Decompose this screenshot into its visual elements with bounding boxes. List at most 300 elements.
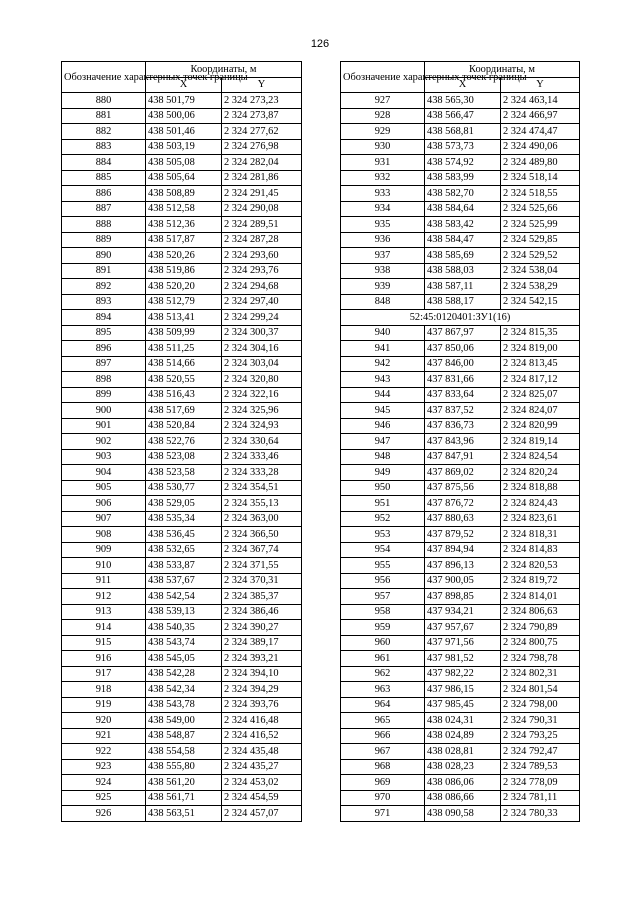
y-coordinate-cell: 2 324 367,74 [222, 542, 302, 558]
y-coordinate-cell: 2 324 489,80 [501, 155, 580, 171]
x-coordinate-cell: 438 024,31 [425, 713, 501, 729]
table-row [341, 356, 580, 372]
y-coordinate-cell: 2 324 393,21 [222, 651, 302, 667]
y-coordinate-cell: 2 324 813,45 [501, 356, 580, 372]
x-coordinate-cell: 438 024,89 [425, 728, 501, 744]
point-number-cell: 918 [62, 682, 146, 698]
x-coordinate-cell: 438 563,51 [146, 806, 222, 822]
table-row [62, 480, 302, 496]
point-number-cell: 951 [341, 496, 425, 512]
x-coordinate-cell: 437 879,52 [425, 527, 501, 543]
point-number-cell: 905 [62, 480, 146, 496]
point-number-cell: 889 [62, 232, 146, 248]
x-coordinate-cell: 438 517,87 [146, 232, 222, 248]
x-coordinate-cell: 438 513,41 [146, 310, 222, 326]
point-number-cell: 886 [62, 186, 146, 202]
point-number-cell: 947 [341, 434, 425, 450]
point-number-cell: 910 [62, 558, 146, 574]
x-coordinate-cell: 437 869,02 [425, 465, 501, 481]
x-coordinate-cell: 438 505,64 [146, 170, 222, 186]
x-coordinate-cell: 438 588,03 [425, 263, 501, 279]
point-number-cell: 904 [62, 465, 146, 481]
x-coordinate-cell: 438 543,78 [146, 697, 222, 713]
table-row [341, 279, 580, 295]
x-coordinate-cell: 438 028,23 [425, 759, 501, 775]
table-row [62, 372, 302, 388]
header-y: Y [222, 77, 302, 93]
x-coordinate-cell: 438 523,08 [146, 449, 222, 465]
x-coordinate-cell: 438 520,55 [146, 372, 222, 388]
point-number-cell: 961 [341, 651, 425, 667]
y-coordinate-cell: 2 324 525,99 [501, 217, 580, 233]
x-coordinate-cell: 437 843,96 [425, 434, 501, 450]
x-coordinate-cell: 438 583,42 [425, 217, 501, 233]
y-coordinate-cell: 2 324 287,28 [222, 232, 302, 248]
y-coordinate-cell: 2 324 780,33 [501, 806, 580, 822]
y-coordinate-cell: 2 324 366,50 [222, 527, 302, 543]
point-number-cell: 917 [62, 666, 146, 682]
table-row [341, 806, 580, 822]
x-coordinate-cell: 438 566,47 [425, 108, 501, 124]
x-coordinate-cell: 437 846,00 [425, 356, 501, 372]
table-row [62, 434, 302, 450]
table-row [341, 775, 580, 791]
y-coordinate-cell: 2 324 789,53 [501, 759, 580, 775]
y-coordinate-cell: 2 324 273,23 [222, 93, 302, 109]
y-coordinate-cell: 2 324 304,16 [222, 341, 302, 357]
section-row [341, 310, 580, 326]
table-row [62, 744, 302, 760]
table-body-left [62, 93, 302, 822]
x-coordinate-cell: 438 561,20 [146, 775, 222, 791]
table-row [341, 666, 580, 682]
page-number: 126 [310, 38, 330, 50]
table-row [62, 573, 302, 589]
x-coordinate-cell: 438 512,58 [146, 201, 222, 217]
x-coordinate-cell: 437 982,22 [425, 666, 501, 682]
y-coordinate-cell: 2 324 798,78 [501, 651, 580, 667]
y-coordinate-cell: 2 324 518,55 [501, 186, 580, 202]
x-coordinate-cell: 438 500,06 [146, 108, 222, 124]
table-row [341, 620, 580, 636]
y-coordinate-cell: 2 324 820,53 [501, 558, 580, 574]
point-number-cell: 968 [341, 759, 425, 775]
x-coordinate-cell: 437 867,97 [425, 325, 501, 341]
point-number-cell: 953 [341, 527, 425, 543]
table-row [62, 806, 302, 822]
x-coordinate-cell: 438 542,34 [146, 682, 222, 698]
y-coordinate-cell: 2 324 525,66 [501, 201, 580, 217]
table-row [341, 713, 580, 729]
x-coordinate-cell: 438 582,70 [425, 186, 501, 202]
y-coordinate-cell: 2 324 820,24 [501, 465, 580, 481]
table-row [341, 496, 580, 512]
point-number-cell: 848 [341, 294, 425, 310]
table-row [341, 604, 580, 620]
table-row [341, 93, 580, 109]
table-row [62, 666, 302, 682]
point-number-cell: 913 [62, 604, 146, 620]
x-coordinate-cell: 437 836,73 [425, 418, 501, 434]
y-coordinate-cell: 2 324 790,31 [501, 713, 580, 729]
header-designation: Обозначение характерных точек границы [341, 62, 425, 93]
point-number-cell: 923 [62, 759, 146, 775]
x-coordinate-cell: 438 584,64 [425, 201, 501, 217]
y-coordinate-cell: 2 324 474,47 [501, 124, 580, 140]
y-coordinate-cell: 2 324 542,15 [501, 294, 580, 310]
x-coordinate-cell: 438 583,99 [425, 170, 501, 186]
x-coordinate-cell: 438 554,58 [146, 744, 222, 760]
table-row [341, 217, 580, 233]
point-number-cell: 944 [341, 387, 425, 403]
y-coordinate-cell: 2 324 800,75 [501, 635, 580, 651]
table-row [341, 790, 580, 806]
point-number-cell: 894 [62, 310, 146, 326]
table-row [62, 558, 302, 574]
y-coordinate-cell: 2 324 303,04 [222, 356, 302, 372]
y-coordinate-cell: 2 324 416,48 [222, 713, 302, 729]
x-coordinate-cell: 438 549,00 [146, 713, 222, 729]
table-row [62, 387, 302, 403]
point-number-cell: 884 [62, 155, 146, 171]
x-coordinate-cell: 438 519,86 [146, 263, 222, 279]
x-coordinate-cell: 438 545,05 [146, 651, 222, 667]
y-coordinate-cell: 2 324 354,51 [222, 480, 302, 496]
x-coordinate-cell: 438 587,11 [425, 279, 501, 295]
x-coordinate-cell: 438 573,73 [425, 139, 501, 155]
x-coordinate-cell: 438 536,45 [146, 527, 222, 543]
y-coordinate-cell: 2 324 815,35 [501, 325, 580, 341]
point-number-cell: 883 [62, 139, 146, 155]
x-coordinate-cell: 438 028,81 [425, 744, 501, 760]
point-number-cell: 914 [62, 620, 146, 636]
y-coordinate-cell: 2 324 355,13 [222, 496, 302, 512]
y-coordinate-cell: 2 324 300,37 [222, 325, 302, 341]
x-coordinate-cell: 437 934,21 [425, 604, 501, 620]
y-coordinate-cell: 2 324 806,63 [501, 604, 580, 620]
x-coordinate-cell: 438 561,71 [146, 790, 222, 806]
y-coordinate-cell: 2 324 324,93 [222, 418, 302, 434]
point-number-cell: 880 [62, 93, 146, 109]
y-coordinate-cell: 2 324 820,99 [501, 418, 580, 434]
y-coordinate-cell: 2 324 281,86 [222, 170, 302, 186]
point-number-cell: 897 [62, 356, 146, 372]
x-coordinate-cell: 437 831,66 [425, 372, 501, 388]
point-number-cell: 962 [341, 666, 425, 682]
x-coordinate-cell: 437 837,52 [425, 403, 501, 419]
y-coordinate-cell: 2 324 490,06 [501, 139, 580, 155]
table-row [341, 263, 580, 279]
table-row [341, 139, 580, 155]
section-label: 52:45:0120401:ЗУ1(16) [341, 310, 580, 326]
table-row [341, 465, 580, 481]
y-coordinate-cell: 2 324 463,14 [501, 93, 580, 109]
table-row [62, 186, 302, 202]
point-number-cell: 919 [62, 697, 146, 713]
point-number-cell: 941 [341, 341, 425, 357]
y-coordinate-cell: 2 324 390,27 [222, 620, 302, 636]
table-row [62, 248, 302, 264]
point-number-cell: 888 [62, 217, 146, 233]
table-row [62, 790, 302, 806]
x-coordinate-cell: 437 850,06 [425, 341, 501, 357]
coordinates-table-left [61, 61, 302, 822]
y-coordinate-cell: 2 324 325,96 [222, 403, 302, 419]
table-row [62, 728, 302, 744]
x-coordinate-cell: 438 585,69 [425, 248, 501, 264]
x-coordinate-cell: 438 520,84 [146, 418, 222, 434]
point-number-cell: 932 [341, 170, 425, 186]
x-coordinate-cell: 437 876,72 [425, 496, 501, 512]
table-row [341, 480, 580, 496]
point-number-cell: 940 [341, 325, 425, 341]
point-number-cell: 948 [341, 449, 425, 465]
x-coordinate-cell: 438 501,46 [146, 124, 222, 140]
table-row [62, 496, 302, 512]
x-coordinate-cell: 437 957,67 [425, 620, 501, 636]
point-number-cell: 933 [341, 186, 425, 202]
table-row [62, 465, 302, 481]
y-coordinate-cell: 2 324 385,37 [222, 589, 302, 605]
y-coordinate-cell: 2 324 818,88 [501, 480, 580, 496]
y-coordinate-cell: 2 324 393,76 [222, 697, 302, 713]
point-number-cell: 942 [341, 356, 425, 372]
point-number-cell: 956 [341, 573, 425, 589]
y-coordinate-cell: 2 324 289,51 [222, 217, 302, 233]
y-coordinate-cell: 2 324 518,14 [501, 170, 580, 186]
point-number-cell: 898 [62, 372, 146, 388]
y-coordinate-cell: 2 324 294,68 [222, 279, 302, 295]
table-row [62, 325, 302, 341]
x-coordinate-cell: 438 508,89 [146, 186, 222, 202]
header-designation: Обозначение характерных точек границы [62, 62, 146, 93]
point-number-cell: 934 [341, 201, 425, 217]
point-number-cell: 927 [341, 93, 425, 109]
point-number-cell: 931 [341, 155, 425, 171]
point-number-cell: 893 [62, 294, 146, 310]
table-row [62, 542, 302, 558]
x-coordinate-cell: 438 512,79 [146, 294, 222, 310]
table-row [341, 558, 580, 574]
y-coordinate-cell: 2 324 320,80 [222, 372, 302, 388]
y-coordinate-cell: 2 324 363,00 [222, 511, 302, 527]
table-row [341, 403, 580, 419]
table-row [62, 682, 302, 698]
point-number-cell: 952 [341, 511, 425, 527]
y-coordinate-cell: 2 324 457,07 [222, 806, 302, 822]
y-coordinate-cell: 2 324 453,02 [222, 775, 302, 791]
point-number-cell: 966 [341, 728, 425, 744]
point-number-cell: 899 [62, 387, 146, 403]
table-row [341, 248, 580, 264]
table-row [341, 635, 580, 651]
y-coordinate-cell: 2 324 333,28 [222, 465, 302, 481]
table-row [62, 697, 302, 713]
x-coordinate-cell: 438 503,19 [146, 139, 222, 155]
y-coordinate-cell: 2 324 802,31 [501, 666, 580, 682]
coordinates-table-right [340, 61, 580, 822]
y-coordinate-cell: 2 324 793,25 [501, 728, 580, 744]
table-row [341, 418, 580, 434]
table-row [341, 325, 580, 341]
table-row [341, 759, 580, 775]
point-number-cell: 920 [62, 713, 146, 729]
point-number-cell: 930 [341, 139, 425, 155]
x-coordinate-cell: 438 517,69 [146, 403, 222, 419]
x-coordinate-cell: 438 520,20 [146, 279, 222, 295]
y-coordinate-cell: 2 324 801,54 [501, 682, 580, 698]
x-coordinate-cell: 438 565,30 [425, 93, 501, 109]
y-coordinate-cell: 2 324 792,47 [501, 744, 580, 760]
x-coordinate-cell: 437 833,64 [425, 387, 501, 403]
point-number-cell: 907 [62, 511, 146, 527]
table-row [341, 542, 580, 558]
point-number-cell: 970 [341, 790, 425, 806]
y-coordinate-cell: 2 324 435,48 [222, 744, 302, 760]
table-row [341, 449, 580, 465]
point-number-cell: 926 [62, 806, 146, 822]
y-coordinate-cell: 2 324 291,45 [222, 186, 302, 202]
x-coordinate-cell: 438 588,17 [425, 294, 501, 310]
table-row [62, 635, 302, 651]
point-number-cell: 935 [341, 217, 425, 233]
header-x: X [146, 77, 222, 93]
table-row [62, 713, 302, 729]
table-row [341, 294, 580, 310]
x-coordinate-cell: 438 540,35 [146, 620, 222, 636]
point-number-cell: 922 [62, 744, 146, 760]
y-coordinate-cell: 2 324 394,10 [222, 666, 302, 682]
point-number-cell: 954 [341, 542, 425, 558]
y-coordinate-cell: 2 324 299,24 [222, 310, 302, 326]
table-row [341, 341, 580, 357]
y-coordinate-cell: 2 324 293,76 [222, 263, 302, 279]
point-number-cell: 885 [62, 170, 146, 186]
x-coordinate-cell: 438 568,81 [425, 124, 501, 140]
table-row [341, 589, 580, 605]
y-coordinate-cell: 2 324 538,29 [501, 279, 580, 295]
x-coordinate-cell: 438 537,67 [146, 573, 222, 589]
table-row [62, 310, 302, 326]
header-x: X [425, 77, 501, 93]
y-coordinate-cell: 2 324 297,40 [222, 294, 302, 310]
table-row [62, 279, 302, 295]
section-row-group [341, 310, 580, 326]
x-coordinate-cell: 438 530,77 [146, 480, 222, 496]
table-row [341, 527, 580, 543]
table-row [62, 651, 302, 667]
x-coordinate-cell: 438 535,34 [146, 511, 222, 527]
point-number-cell: 939 [341, 279, 425, 295]
point-number-cell: 925 [62, 790, 146, 806]
point-number-cell: 900 [62, 403, 146, 419]
y-coordinate-cell: 2 324 322,16 [222, 387, 302, 403]
point-number-cell: 902 [62, 434, 146, 450]
table-row [62, 341, 302, 357]
y-coordinate-cell: 2 324 824,54 [501, 449, 580, 465]
y-coordinate-cell: 2 324 814,83 [501, 542, 580, 558]
y-coordinate-cell: 2 324 333,46 [222, 449, 302, 465]
y-coordinate-cell: 2 324 529,85 [501, 232, 580, 248]
x-coordinate-cell: 438 539,13 [146, 604, 222, 620]
table-row [62, 139, 302, 155]
x-coordinate-cell: 438 529,05 [146, 496, 222, 512]
point-number-cell: 943 [341, 372, 425, 388]
table-row [341, 511, 580, 527]
x-coordinate-cell: 437 981,52 [425, 651, 501, 667]
y-coordinate-cell: 2 324 371,55 [222, 558, 302, 574]
table-row [341, 651, 580, 667]
point-number-cell: 911 [62, 573, 146, 589]
x-coordinate-cell: 438 509,99 [146, 325, 222, 341]
table-row [341, 124, 580, 140]
y-coordinate-cell: 2 324 790,89 [501, 620, 580, 636]
x-coordinate-cell: 437 900,05 [425, 573, 501, 589]
table-row [62, 232, 302, 248]
y-coordinate-cell: 2 324 817,12 [501, 372, 580, 388]
y-coordinate-cell: 2 324 818,31 [501, 527, 580, 543]
table-row [341, 434, 580, 450]
table-body-right-b [341, 325, 580, 821]
y-coordinate-cell: 2 324 293,60 [222, 248, 302, 264]
point-number-cell: 887 [62, 201, 146, 217]
point-number-cell: 891 [62, 263, 146, 279]
y-coordinate-cell: 2 324 454,59 [222, 790, 302, 806]
point-number-cell: 965 [341, 713, 425, 729]
header-coordinates: Координаты, м [146, 62, 302, 78]
y-coordinate-cell: 2 324 277,62 [222, 124, 302, 140]
y-coordinate-cell: 2 324 330,64 [222, 434, 302, 450]
x-coordinate-cell: 438 514,66 [146, 356, 222, 372]
table-row [62, 418, 302, 434]
y-coordinate-cell: 2 324 778,09 [501, 775, 580, 791]
point-number-cell: 890 [62, 248, 146, 264]
y-coordinate-cell: 2 324 538,04 [501, 263, 580, 279]
table-row [341, 170, 580, 186]
table-row [341, 728, 580, 744]
x-coordinate-cell: 438 543,74 [146, 635, 222, 651]
y-coordinate-cell: 2 324 389,17 [222, 635, 302, 651]
point-number-cell: 936 [341, 232, 425, 248]
point-number-cell: 928 [341, 108, 425, 124]
point-number-cell: 892 [62, 279, 146, 295]
x-coordinate-cell: 437 971,56 [425, 635, 501, 651]
point-number-cell: 901 [62, 418, 146, 434]
y-coordinate-cell: 2 324 416,52 [222, 728, 302, 744]
point-number-cell: 908 [62, 527, 146, 543]
point-number-cell: 929 [341, 124, 425, 140]
point-number-cell: 916 [62, 651, 146, 667]
x-coordinate-cell: 438 532,65 [146, 542, 222, 558]
y-coordinate-cell: 2 324 798,00 [501, 697, 580, 713]
x-coordinate-cell: 438 574,92 [425, 155, 501, 171]
x-coordinate-cell: 438 086,06 [425, 775, 501, 791]
x-coordinate-cell: 438 555,80 [146, 759, 222, 775]
x-coordinate-cell: 438 548,87 [146, 728, 222, 744]
x-coordinate-cell: 438 501,79 [146, 93, 222, 109]
x-coordinate-cell: 438 090,58 [425, 806, 501, 822]
y-coordinate-cell: 2 324 370,31 [222, 573, 302, 589]
y-coordinate-cell: 2 324 825,07 [501, 387, 580, 403]
point-number-cell: 912 [62, 589, 146, 605]
table-row [62, 527, 302, 543]
point-number-cell: 949 [341, 465, 425, 481]
x-coordinate-cell: 438 520,26 [146, 248, 222, 264]
y-coordinate-cell: 2 324 529,52 [501, 248, 580, 264]
x-coordinate-cell: 438 522,76 [146, 434, 222, 450]
x-coordinate-cell: 438 516,43 [146, 387, 222, 403]
table-row [62, 775, 302, 791]
